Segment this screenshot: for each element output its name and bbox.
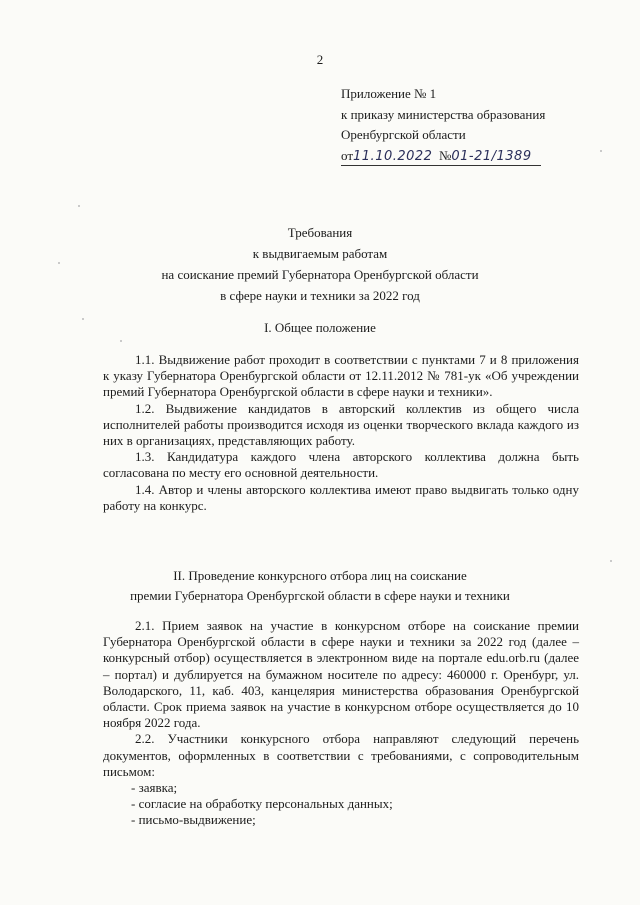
title-line-1: Требования — [287, 225, 353, 240]
list-item-consent: - согласие на обработку персональных данных; — [131, 796, 393, 812]
scan-speck — [610, 560, 612, 562]
appendix-line-2: к приказу министерства образования — [341, 106, 546, 122]
list-item-application: - заявка; — [131, 780, 178, 796]
appendix-line-3: Оренбургской области — [341, 127, 466, 142]
scan-speck — [58, 262, 60, 264]
list-item-nomination-letter: - письмо-выдвижение; — [131, 812, 256, 828]
scan-speck — [600, 150, 602, 152]
paragraph-2-1: 2.1. Прием заявок на участие в конкурсном отборе на соискание премии Губернатора Оренбургской области в сфере науки и техники за 2022 год (далее – конкурсный отбор) осуществляется в электронном виде на портале edu.orb.ru (далее – портал) и дублируется на бумажном носителе по адресу: 460000 г. Оренбург, ул. Володарского, 11, каб. 403, канцелярия министерства образования Оренбургской области. Срок приема заявок на участие в конкурсном отборе осуществляется до 10 ноября 2022 года. — [103, 618, 579, 731]
paragraph-1-3: 1.3. Кандидатура каждого члена авторского коллектива должна быть согласована по месту его основной деятельности. — [103, 449, 579, 481]
handwritten-order-number: 01-21/1389 — [451, 148, 532, 164]
paragraph-1-2: 1.2. Выдвижение кандидатов в авторский коллектив из общего числа исполнителей работы производится исходя из оценки творческого вклада каждого из них в организациях, представляющих работу. — [103, 400, 579, 449]
paragraph-1-1: 1.1. Выдвижение работ проходит в соответствии с пунктами 7 и 8 приложения к указу Губернатора Оренбургской области от 12.11.2012 № 781-ук «Об учреждении премий Губернатора Оренбургской области в сфере науки и техники». — [103, 352, 579, 400]
section-1-body — [103, 352, 579, 514]
section-2-heading-line-2: премии Губернатора Оренбургской области в сфере науки и техники — [130, 588, 510, 603]
section-2-heading-line-1: II. Проведение конкурсного отбора лиц на соискание — [173, 568, 467, 583]
appendix-header — [341, 84, 631, 166]
section-2-body — [103, 618, 579, 829]
order-date-number-line — [341, 148, 541, 166]
page-number: 2 — [316, 52, 324, 67]
order-reference — [341, 146, 631, 167]
paragraph-2-2: 2.2. Участники конкурсного отбора направляют следующий перечень документов, оформленных в соответствии с требованиями, с сопроводительным письмом: — [103, 731, 579, 779]
scan-speck — [82, 318, 84, 320]
scan-speck — [78, 205, 80, 207]
section-1-heading: I. Общее положение — [264, 320, 376, 335]
from-prefix: от — [341, 147, 354, 163]
title-line-3: на соискание премий Губернатора Оренбургской области — [161, 267, 479, 282]
document-title — [0, 222, 640, 306]
scan-speck — [120, 340, 122, 342]
appendix-line-1: Приложение № 1 — [341, 86, 437, 101]
title-line-4: в сфере науки и техники за 2022 год — [220, 288, 420, 303]
number-prefix: № — [438, 147, 452, 163]
handwritten-date: 11.10.2022 — [353, 148, 433, 164]
paragraph-1-4: 1.4. Автор и члены авторского коллектива имеют право выдвигать только одну работу на конкурс. — [103, 481, 579, 513]
title-line-2: к выдвигаемым работам — [252, 246, 388, 261]
section-2-heading — [0, 566, 640, 606]
